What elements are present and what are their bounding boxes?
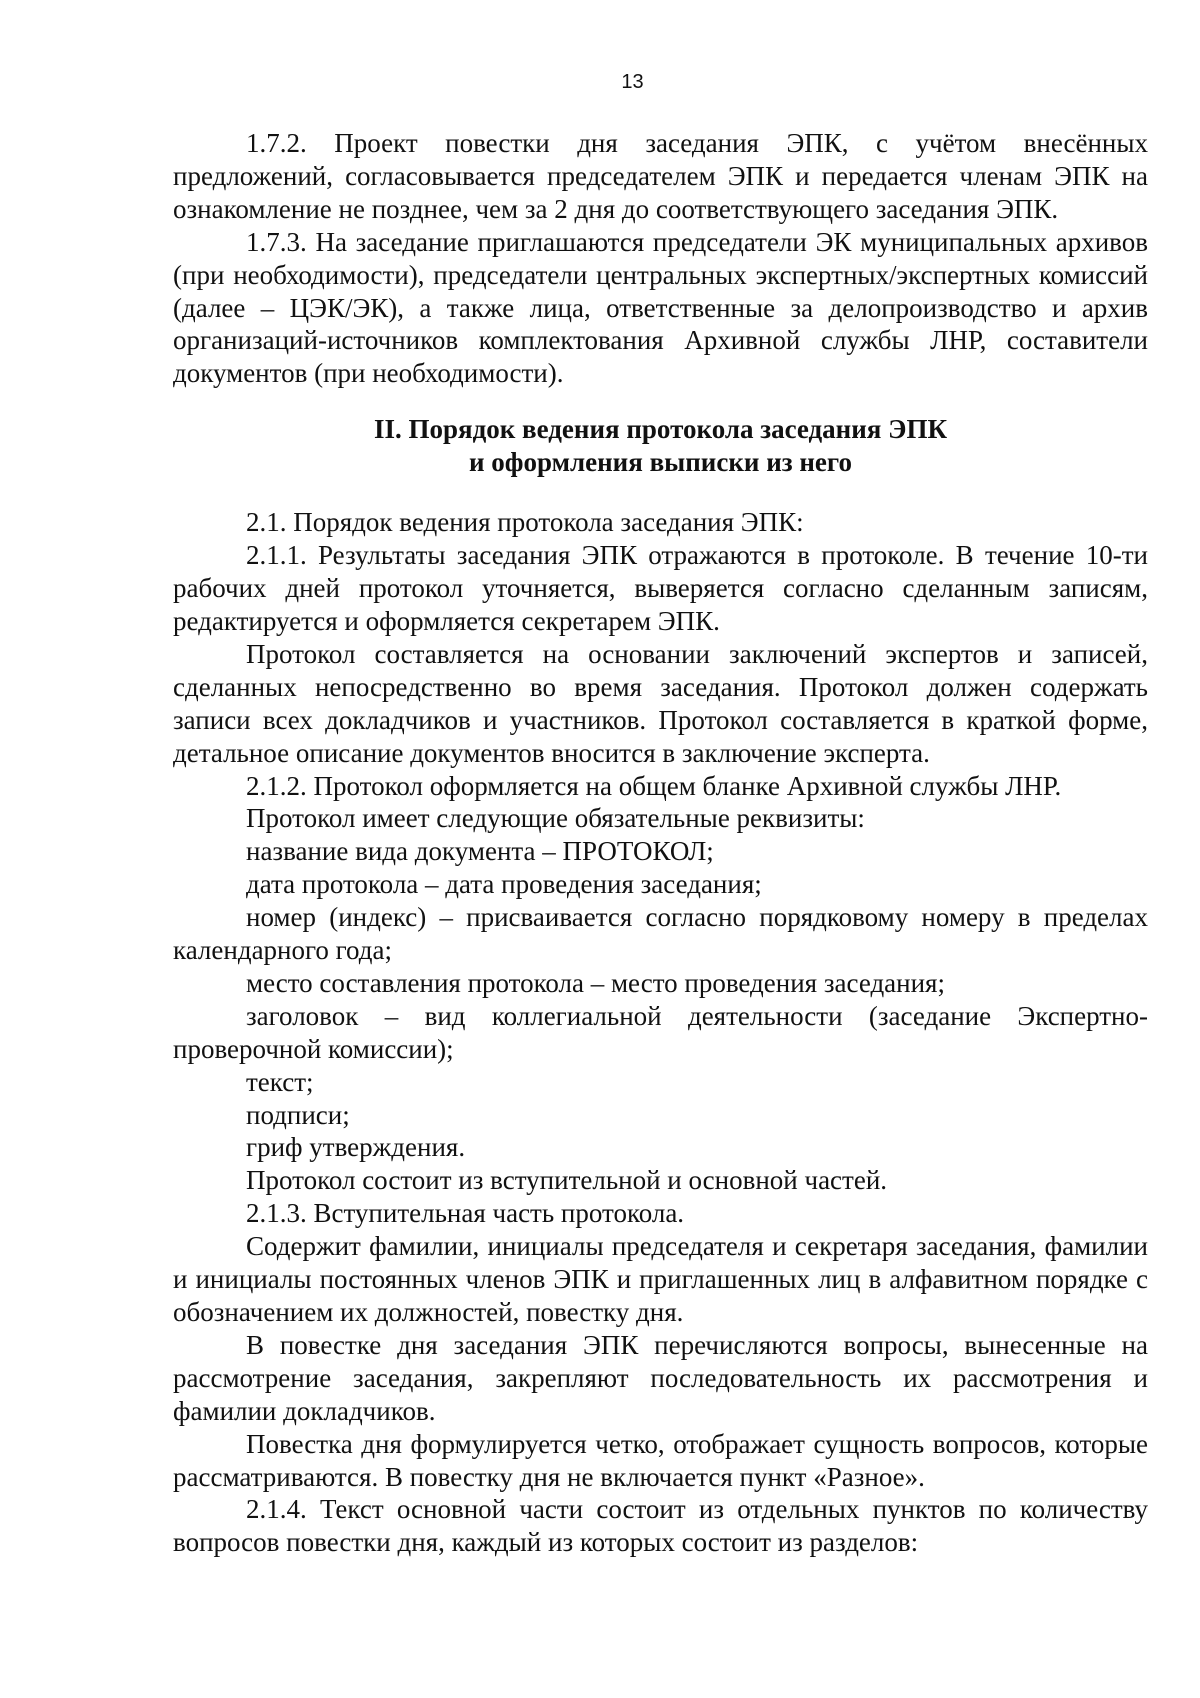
paragraph-2-1-2: 2.1.2. Протокол оформляется на общем бланке Архивной службы ЛНР. bbox=[246, 770, 1062, 801]
paragraph-intro-contents: Содержит фамилии, инициалы председателя и секретаря заседания, фамилии и инициалы постоянных членов ЭПК и приглашенных лиц в алфавитном порядке с обозначением их должностей, повестку дня. bbox=[173, 1231, 1148, 1327]
list-item-number-index: номер (индекс) – присваивается согласно порядковому номеру в пределах календарного года; bbox=[173, 902, 1148, 966]
paragraph-protocol-basis: Протокол составляется на основании заключений экспертов и записей, сделанных непосредственно во время заседания. Протокол должен содержать записи всех докладчиков и участников. Протокол составляется в краткой форме, детальное описание документов вносится в заключение эксперта. bbox=[173, 638, 1148, 768]
paragraph-1-7-3: 1.7.3. На заседание приглашаются председатели ЭК муниципальных архивов (при необходимости), председатели центральных экспертных/экспертных комиссий (далее – ЦЭК/ЭК), а также лица, ответственные за делопроизводство и архив организаций-источников комплектования Архивной службы ЛНР, составители документов (при необходимости). bbox=[173, 226, 1148, 389]
paragraph-agenda-formulation: Повестка дня формулируется четко, отображает сущность вопросов, которые рассматриваются. В повестку дня не включается пункт «Разное». bbox=[173, 1428, 1148, 1492]
list-item-heading: заголовок – вид коллегиальной деятельности (заседание Экспертно-проверочной комиссии); bbox=[173, 1000, 1148, 1064]
paragraph-2-1-4: 2.1.4. Текст основной части состоит из отдельных пунктов по количеству вопросов повестки дня, каждый из которых состоит из разделов: bbox=[173, 1494, 1148, 1558]
section-heading-line-2: и оформления выписки из него bbox=[469, 447, 852, 478]
list-item-text: текст; bbox=[246, 1066, 314, 1097]
section-heading-line-1: II. Порядок ведения протокола заседания ЭПК bbox=[373, 414, 948, 445]
list-item-protocol-date: дата протокола – дата проведения заседания; bbox=[246, 869, 762, 900]
list-item-signatures: подписи; bbox=[246, 1099, 350, 1130]
paragraph-agenda-questions: В повестке дня заседания ЭПК перечисляются вопросы, вынесенные на рассмотрение заседания, закрепляют последовательность их рассмотрения и фамилии докладчиков. bbox=[173, 1329, 1148, 1426]
paragraph-requisites-intro: Протокол имеет следующие обязательные реквизиты: bbox=[246, 803, 865, 834]
list-item-place: место составления протокола – место проведения заседания; bbox=[246, 967, 945, 998]
paragraph-2-1: 2.1. Порядок ведения протокола заседания ЭПК: bbox=[246, 507, 804, 538]
list-item-approval-stamp: гриф утверждения. bbox=[246, 1132, 466, 1163]
list-item-document-type: название вида документа – ПРОТОКОЛ; bbox=[246, 836, 714, 867]
section-heading bbox=[173, 413, 1148, 479]
paragraph-2-1-3: 2.1.3. Вступительная часть протокола. bbox=[246, 1198, 685, 1229]
paragraph-1-7-2: 1.7.2. Проект повестки дня заседания ЭПК, с учётом внесённых предложений, согласовывается председателем ЭПК и передается членам ЭПК на ознакомление не позднее, чем за 2 дня до соответствующего заседания ЭПК. bbox=[173, 128, 1148, 224]
page-number: 13 bbox=[621, 71, 644, 93]
paragraph-protocol-parts: Протокол состоит из вступительной и основной частей. bbox=[246, 1165, 888, 1196]
paragraph-2-1-1: 2.1.1. Результаты заседания ЭПК отражаются в протоколе. В течение 10-ти рабочих дней протокол уточняется, выверяется согласно сделанным записям, редактируется и оформляется секретарем ЭПК. bbox=[173, 540, 1148, 636]
document-body bbox=[173, 127, 1148, 1559]
